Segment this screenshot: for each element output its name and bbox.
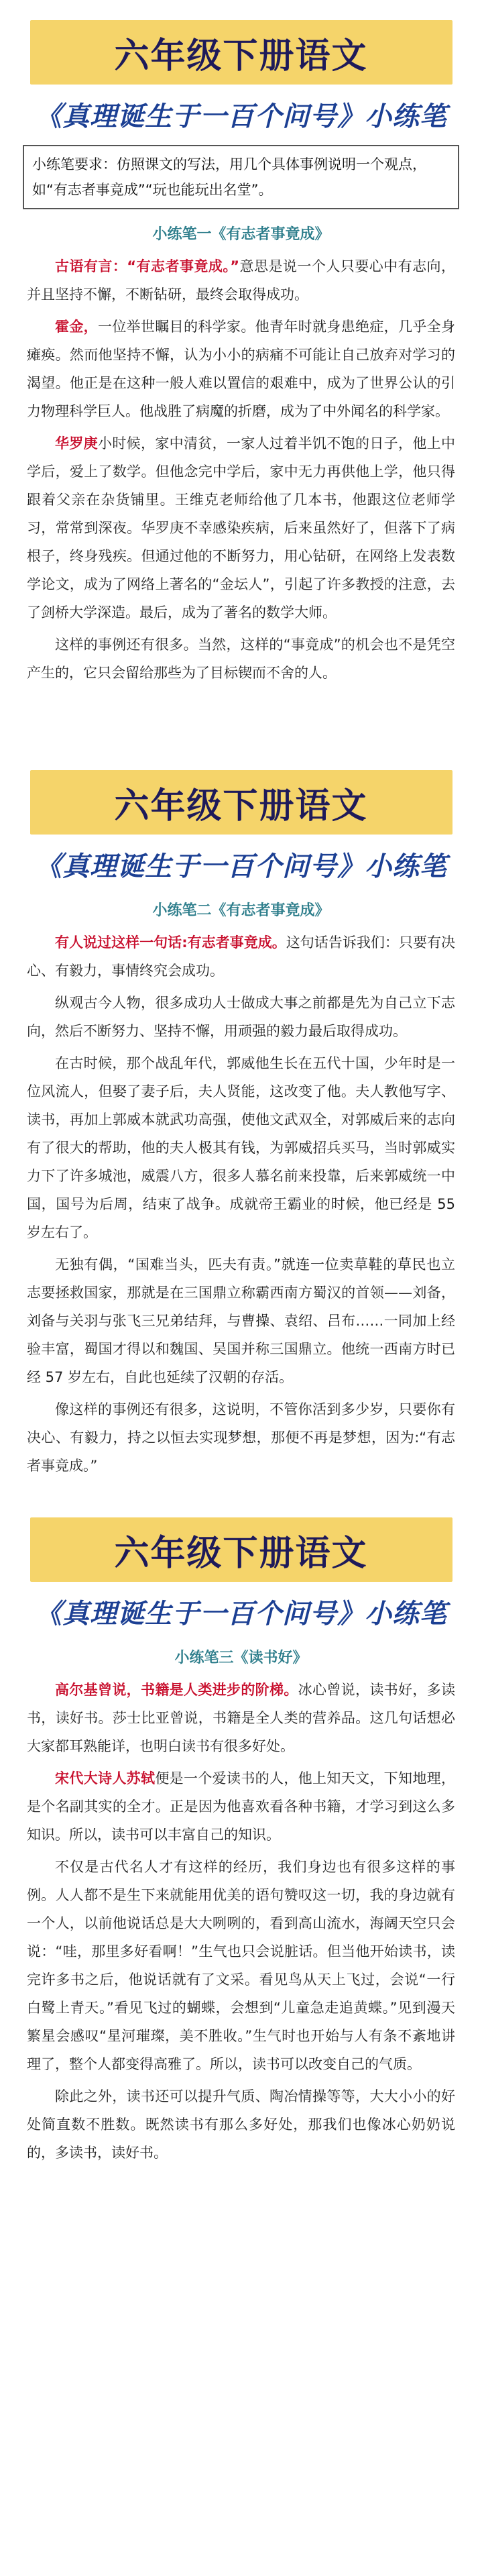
requirement-box: 小练笔要求：仿照课文的写法，用几个具体事例说明一个观点，如“有志者事竟成”“玩也能玩出名堂”。: [23, 145, 459, 209]
highlighted-phrase: 霍金，: [55, 319, 98, 335]
paragraph-text: 冰心曾说，读书好，多读书，读好书。莎士比亚曾说，书籍是全人类的营养品。这几句话想必大家都耳熟能详，也明白读书有很多好处。: [27, 1682, 456, 1754]
body-paragraph: [27, 1764, 455, 1849]
paragraph-text: 一位举世瞩目的科学家。他青年时就身患绝症，几乎全身瘫痪。然而他坚持不懈，认为小小的病痛不可能让自己放弃对学习的渴望。他正是在这种一般人难以置信的艰难中，成为了世界公认的引力物理科学巨人。他战胜了病魔的折磨，成为了中外闻名的科学家。: [27, 319, 455, 419]
body-paragraph: [27, 1853, 455, 2078]
grade-banner: [30, 770, 453, 835]
grade-banner: [30, 20, 453, 85]
body-paragraph: [27, 252, 455, 309]
body-paragraph: [27, 313, 455, 425]
paragraph-text: 这句话告诉我们：只要有决心、有毅力，事情终究会成功。: [27, 934, 455, 979]
paragraph-text: 这样的事例还有很多。当然，这样的“事竟成”的机会也不是凭空产生的，它只会留给那些为了目标锲而不舍的人。: [27, 637, 455, 681]
paragraph-text: 小时候，家中清贫，一家人过着半饥不饱的日子，他上中学后，爱上了数学。但他念完中学后，家中无力再供他上学，他只得跟着父亲在杂货铺里。王维克老师给他了几本书，他跟这位老师学习，常常到深夜。华罗庚不幸感染疾病，后来虽然好了，但落下了病根子，终身残疾。但通过他的不断努力，用心钻研，在网络上发表数学论文，成为了网络上著名的“金坛人”，引起了许多教授的注意，去了剑桥大学深造。最后，成为了著名的数学大师。: [27, 435, 455, 621]
body-paragraph: [27, 1395, 455, 1480]
banner-title: 六年级下册语文: [114, 1533, 368, 1574]
worksheet-section-3: [0, 1517, 482, 2167]
paragraph-text: 无独有偶，“国难当头，匹夫有责。”就连一位卖草鞋的草民也立志要拯救国家，那就是在三国鼎立称霸西南方蜀汉的首领——刘备，刘备与关羽与张飞三兄弟结拜，与曹操、袁绍、吕布……一同加上经验丰富，蜀国才得以和魏国、吴国并称三国鼎立。他统一西南方时已经 57 岁左右，自此也延续了汉朝的存活。: [27, 1256, 455, 1385]
body-paragraph: [27, 1250, 455, 1391]
body-paragraph: [27, 989, 455, 1045]
paragraph-text: 不仅是古代名人才有这样的经历，我们身边也有很多这样的事例。人人都不是生下来就能用优美的语句赞叹这一切，我的身边就有一个人，以前他说话总是大大咧咧的，看到高山流水，海阔天空只会说：“哇，那里多好看啊！”生气也只会说脏话。但当他开始读书，读完许多书之后，他说话就有了文采。看见鸟从天上飞过，会说“一行白鹭上青天。”看见飞过的蝴蝶，会想到“儿童急走追黄蝶。”见到漫天繁星会感叹“星河璀璨，美不胜收。”生气时也开始与人有条不紊地讲理了，整个人都变得高雅了。所以，读书可以改变自己的气质。: [27, 1859, 455, 2072]
lesson-subtitle: 《真理诞生于一百个问号》小练笔: [35, 101, 447, 132]
practice-title: 小练笔一《有志者事竟成》: [152, 226, 330, 243]
highlighted-phrase: 古语有言：“有志者事竟成。”: [55, 258, 240, 274]
lesson-subtitle: 《真理诞生于一百个问号》小练笔: [35, 851, 447, 882]
paragraph-text: 除此之外，读书还可以提升气质、陶冶情操等等，大大小小的好处简直数不胜数。既然读书有那么多好处，那我们也像冰心奶奶说的，多读书，读好书。: [27, 2088, 455, 2161]
paragraph-text: 像这样的事例还有很多，这说明，不管你活到多少岁，只要你有决心、有毅力，持之以恒去实现梦想，那便不再是梦想，因为:“有志者事竟成。”: [27, 1401, 455, 1474]
body-paragraph: [27, 631, 455, 687]
body-paragraph: [27, 1049, 455, 1246]
grade-banner: [30, 1517, 453, 1582]
highlighted-phrase: 宋代大诗人苏轼: [55, 1770, 156, 1786]
banner-title: 六年级下册语文: [114, 786, 368, 826]
paragraph-text: 便是一个爱读书的人，他上知天文，下知地理，是个名副其实的全才。正是因为他喜欢看各种书籍，才学习到这么多知识。所以，读书可以丰富自己的知识。: [27, 1770, 456, 1843]
practice-title: 小练笔三《读书好》: [174, 1650, 308, 1666]
highlighted-phrase: 高尔基曾说，书籍是人类进步的阶梯。: [55, 1682, 298, 1698]
practice-title: 小练笔二《有志者事竟成》: [152, 902, 330, 919]
lesson-subtitle: 《真理诞生于一百个问号》小练笔: [35, 1599, 447, 1629]
body-paragraph: [27, 928, 455, 985]
body-paragraph: [27, 1676, 455, 1760]
body-paragraph: [27, 429, 455, 627]
highlighted-phrase: 华罗庚: [55, 435, 98, 451]
worksheet-section-2: [0, 770, 482, 1480]
banner-title: 六年级下册语文: [114, 36, 368, 76]
body-paragraph: [27, 2082, 455, 2167]
worksheet-section-1: [0, 20, 482, 687]
paragraph-text: 纵观古今人物，很多成功人士做成大事之前都是先为自己立下志向，然后不断努力、坚持不懈，用顽强的毅力最后取得成功。: [27, 995, 455, 1039]
highlighted-phrase: 有人说过这样一句话:有志者事竟成。: [55, 934, 286, 951]
paragraph-text: 意思是说一个人只要心中有志向，并且坚持不懈，不断钻研，最终会取得成功。: [27, 258, 455, 303]
paragraph-text: 在古时候，那个战乱年代，郭威他生长在五代十国，少年时是一位风流人，但娶了妻子后，夫人贤能，这改变了他。夫人教他写字、读书，再加上郭威本就武功高强，使他文武双全，对郭威后来的志向有了很大的帮助，他的夫人极其有钱，为郭威招兵买马，当时郭威实力下了许多城池，威震八方，很多人慕名前来投靠，后来郭威统一中国，国号为后周，结束了战争。成就帝王霸业的时候，他已经是 55 岁左右了。: [27, 1055, 455, 1240]
